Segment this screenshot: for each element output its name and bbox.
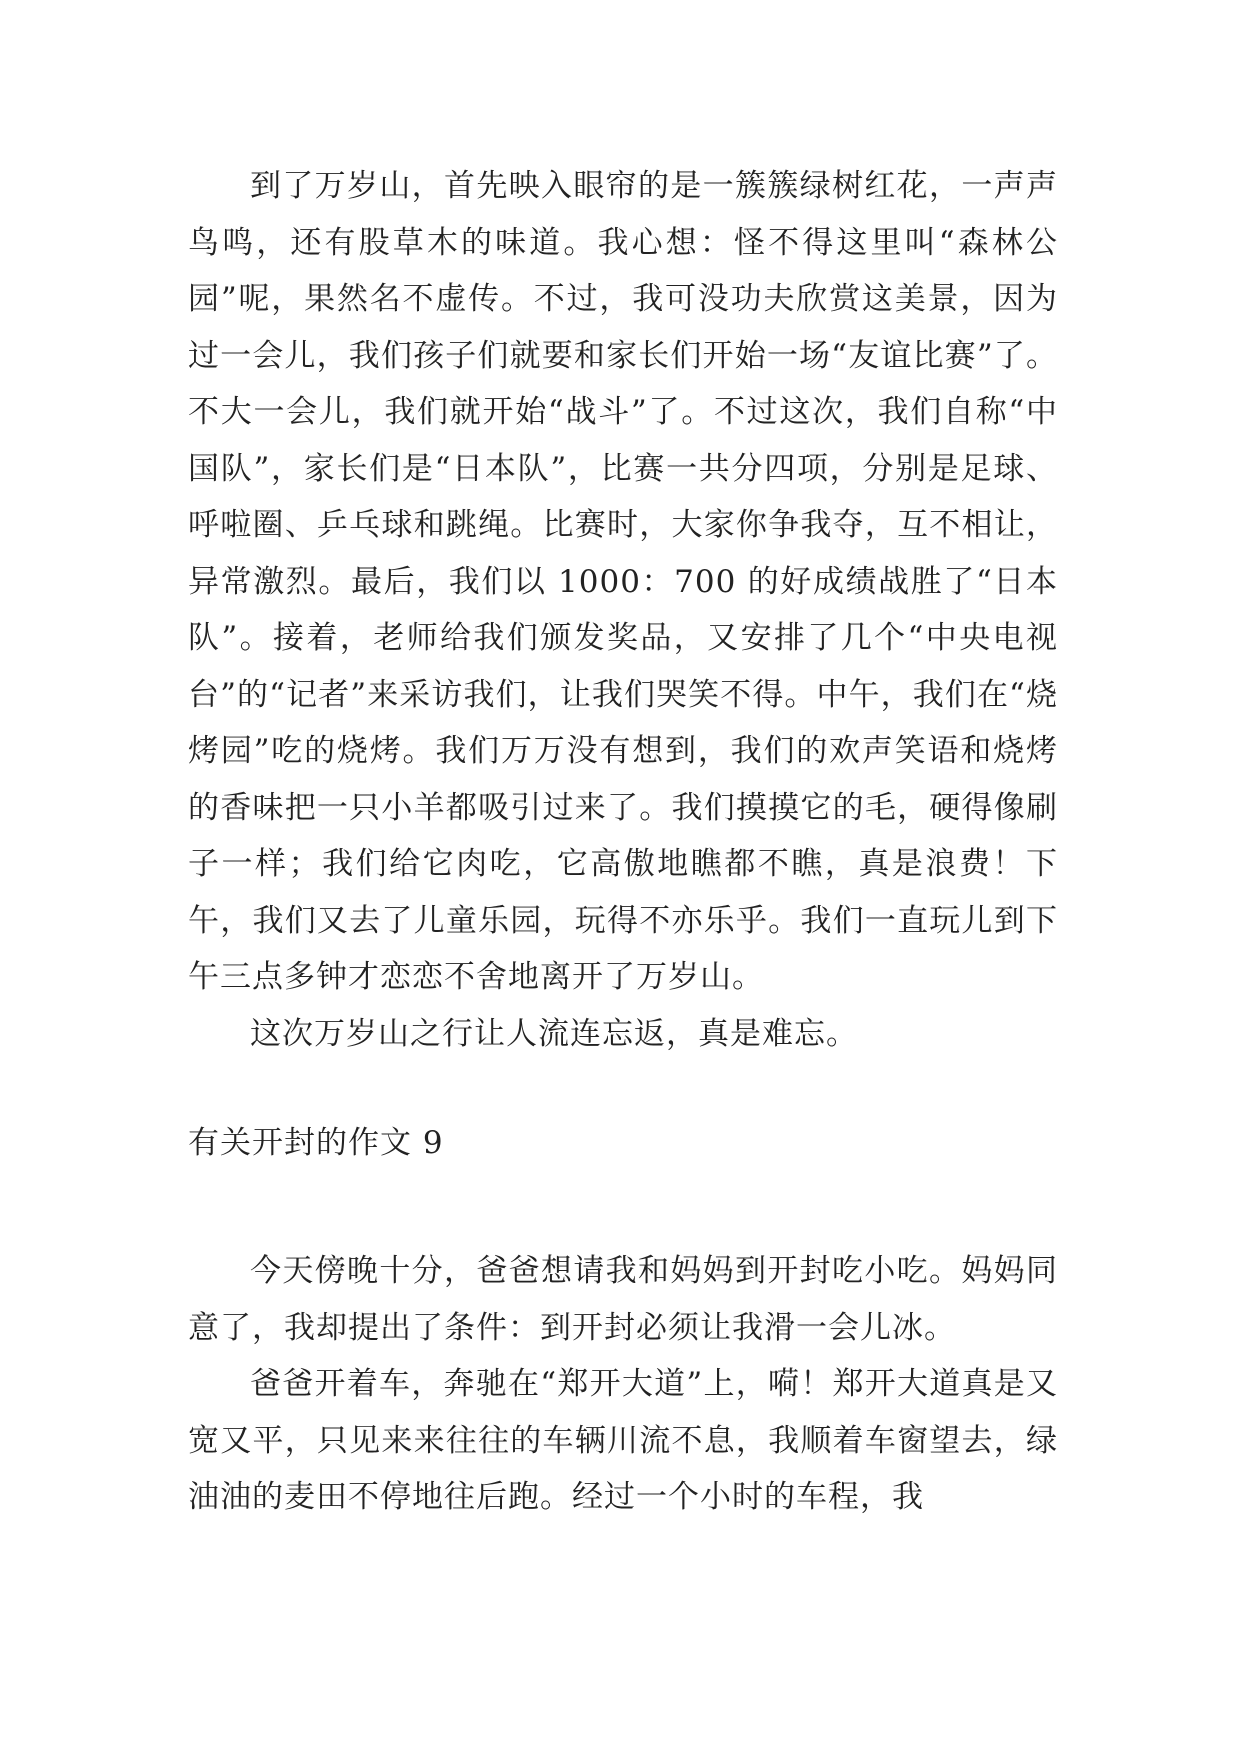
section-heading-block [188, 1115, 1058, 1172]
paragraph-zhengkai-road: 爸爸开着车，奔驰在“郑开大道”上，嗬！郑开大道真是又宽又平，只见来来往往的车辆川流不息，我顺着车窗望去，绿油油的麦田不停地往后跑。经过一个小时的车程，我 [188, 1366, 1058, 1515]
paragraph-kaifeng-plan: 今天傍晚十分，爸爸想请我和妈妈到开封吃小吃。妈妈同意了，我却提出了条件：到开封必须让我滑一会儿冰。 [188, 1253, 1058, 1346]
body-text-top [188, 158, 1058, 1062]
essay-heading: 有关开封的作文 9 [188, 1125, 444, 1161]
body-text-bottom [188, 1243, 1058, 1526]
paragraph-unforgettable: 这次万岁山之行让人流连忘返，真是难忘。 [250, 1015, 858, 1052]
paragraph-wansuishan-trip: 到了万岁山，首先映入眼帘的是一簇簇绿树红花，一声声鸟鸣，还有股草木的味道。我心想：怪不得这里叫“森林公园”呢，果然名不虚传。不过，我可没功夫欣赏这美景，因为过一会儿，我们孩子们就要和家长们开始一场“友谊比赛”了。不大一会儿，我们就开始“战斗”了。不过这次，我们自称“中国队”，家长们是“日本队”，比赛一共分四项，分别是足球、呼啦圈、乒乓球和跳绳。比赛时，大家你争我夺，互不相让，异常激烈。最后，我们以 1000：700 的好成绩战胜了“日本队”。接着，老师给我们颁发奖品，又安排了几个“中央电视台”的“记者”来采访我们，让我们哭笑不得。中午，我们在“烧烤园”吃的烧烤。我们万万没有想到，我们的欢声笑语和烧烤的香味把一只小羊都吸引过来了。我们摸摸它的毛，硬得像刷子一样；我们给它肉吃，它高傲地瞧都不瞧，真是浪费！下午，我们又去了儿童乐园，玩得不亦乐乎。我们一直玩儿到下午三点多钟才恋恋不舍地离开了万岁山。 [188, 168, 1058, 995]
